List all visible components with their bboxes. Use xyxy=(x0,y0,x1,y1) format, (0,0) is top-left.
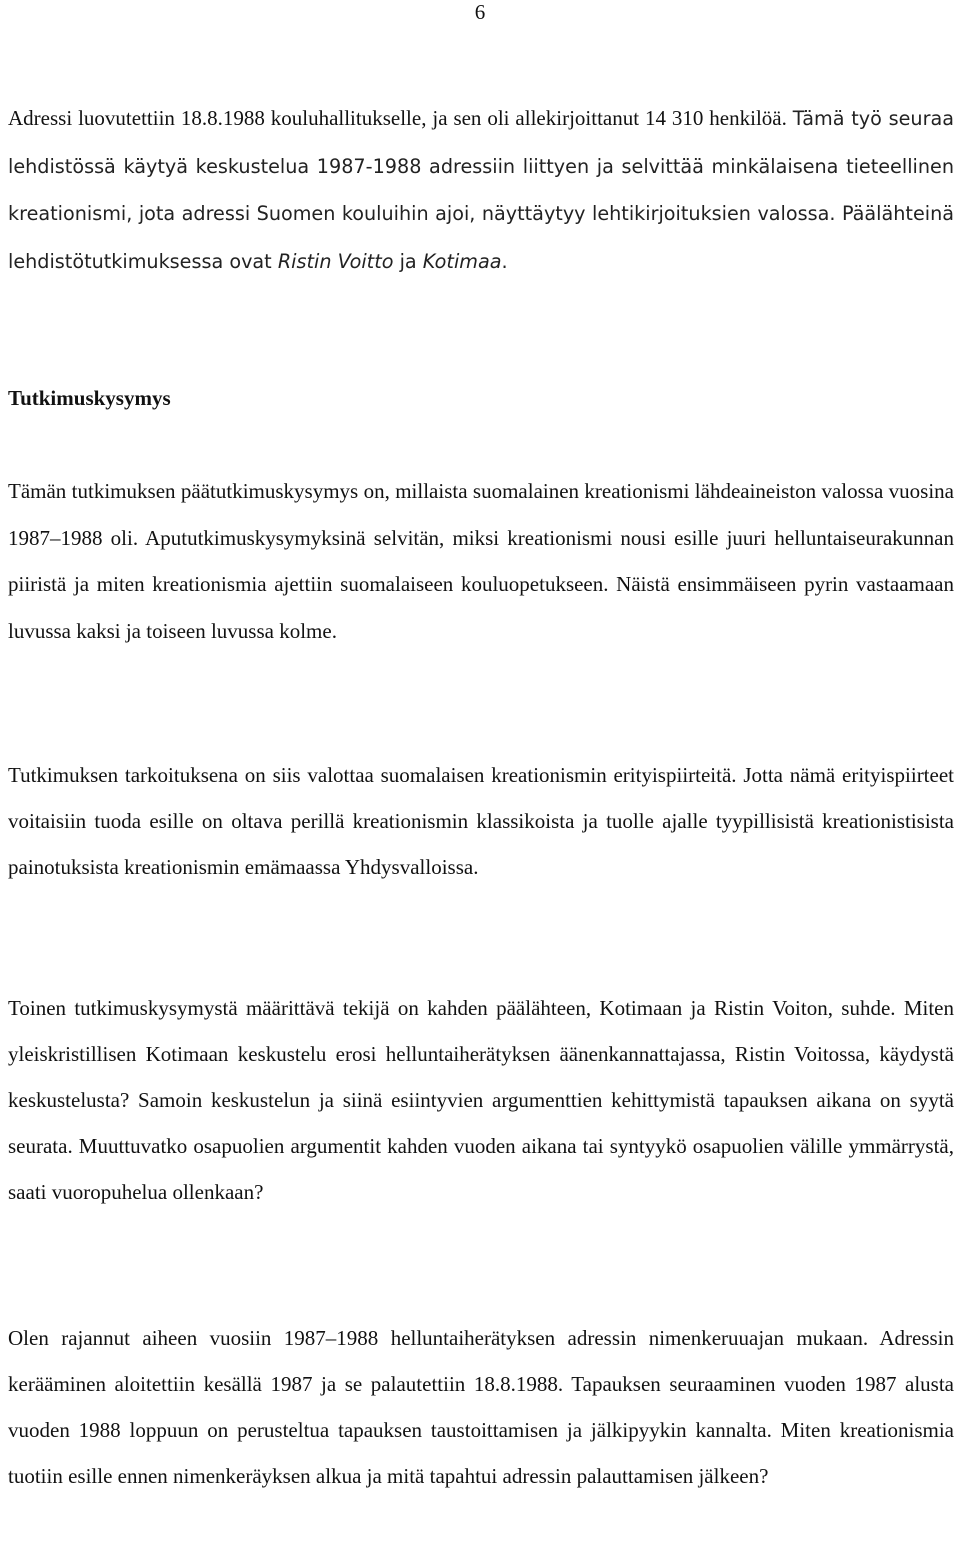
source-kotimaa: Kotimaa xyxy=(422,249,502,273)
intro-text-serif: Adressi luovutettiin 18.8.1988 kouluhallitukselle, ja sen oli allekirjoittanut 14 310 henkilöä. xyxy=(8,106,787,130)
section-heading: Tutkimuskysymys xyxy=(8,386,171,410)
scope-paragraph: Olen rajannut aiheen vuosiin 1987–1988 helluntaiherätyksen adressin nimenkeruuajan mukaan. Adressin kerääminen aloitettiin kesällä 1987 ja se palautettiin 18.8.1988. Tapauksen seuraaminen vuoden 1987 alusta vuoden 1988 loppuun on perusteltua tapauksen taustoittamisen ja jälkipyykin kannalta. Miten kreationismia tuotiin esille ennen nimenkeräyksen alkua ja mitä tapahtui adressin palauttamisen jälkeen? xyxy=(8,1326,954,1488)
sources-relation-paragraph: Toinen tutkimuskysymystä määrittävä tekijä on kahden päälähteen, Kotimaan ja Ristin Voiton, suhde. Miten yleiskristillisen Kotimaan keskustelu erosi helluntaiherätyksen äänenkannattajassa, Ristin Voitossa, käydystä keskustelusta? Samoin keskustelun ja siinä esiintyvien argumenttien kehittymistä tapauksen aikana on syytä seurata. Muuttuvatko osapuolien argumentit kahden vuoden aikana tai syntyykö osapuolien välille ymmärrystä, saati vuoropuhelua ollenkaan? xyxy=(8,996,954,1204)
research-question-paragraph: Tämän tutkimuksen päätutkimuskysymys on, millaista suomalainen kreationismi lähdeaineiston valossa vuosina 1987–1988 oli. Apututkimuskysymyksinä selvitän, miksi kreationismi nousi esille juuri helluntaiseurakunnan piiristä ja miten kreationismia ajettiin suomalaiseen kouluopetukseen. Näistä ensimmäiseen pyrin vastaamaan luvussa kaksi ja toiseen luvussa kolme. xyxy=(8,479,954,643)
page-number: 6 xyxy=(474,0,486,24)
source-ristin-voitto: Ristin Voitto xyxy=(277,249,394,273)
sentence-end: . xyxy=(501,249,508,273)
purpose-paragraph: Tutkimuksen tarkoituksena on siis valottaa suomalaisen kreationismin erityispiirteitä. Jotta nämä erityispiirteet voitaisiin tuoda esille on oltava perillä kreationismin klassikoista ja tuolle ajalle tyypillisistä kreationistisista painotuksista kreationismin emämaassa Yhdysvalloissa. xyxy=(8,763,954,879)
intro-text-sans-body: Tämä työ seuraa lehdistössä käytyä keskustelua 1987-1988 adressiin liittyen ja selvittää minkälaisena tieteellinen kreationismi, jota adressi Suomen kouluihin ajoi, näyttäytyy lehtikirjoituksien valossa. Päälähteinä lehdistötutkimuksessa ovat xyxy=(8,107,954,273)
intro-text-sans xyxy=(8,107,954,273)
conjunction: ja xyxy=(399,249,417,273)
intro-paragraph xyxy=(8,95,954,285)
